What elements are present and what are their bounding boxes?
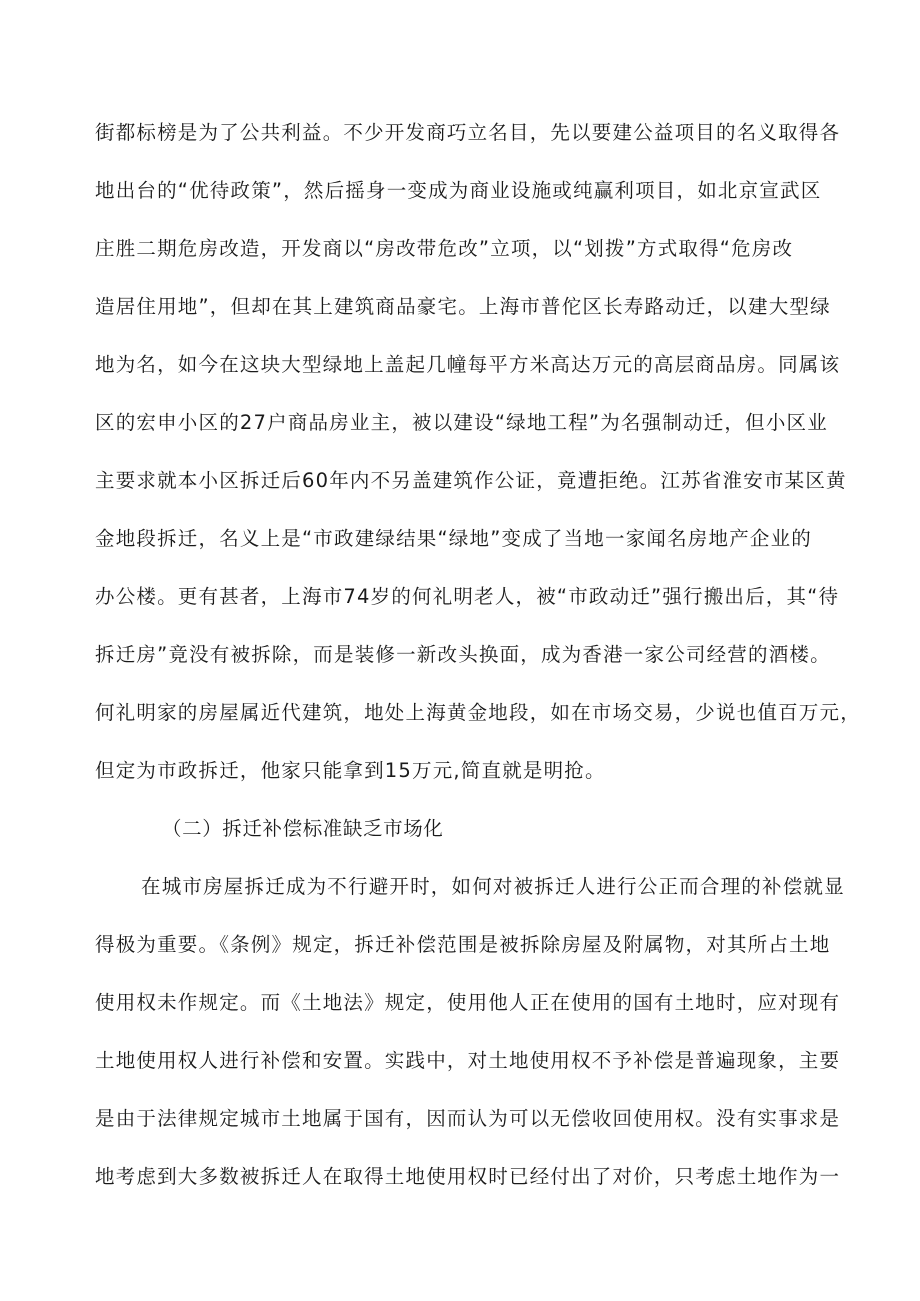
- paragraph-line: 地为名，如今在这块大型绿地上盖起几幢每平方米高达万元的高层商品房。同属该: [95, 353, 841, 376]
- paragraph-line: 是由于法律规定城市土地属于国有，因而认为可以无偿收回使用权。没有实事求是: [95, 1107, 841, 1130]
- paragraph-line: 土地使用权人进行补偿和安置。实践中，对土地使用权不予补偿是普遍现象，主要: [95, 1049, 841, 1072]
- paragraph-line: 拆迁房”竟没有被拆除，而是装修一新改头换面，成为香港一家公司经营的酒楼。: [95, 643, 831, 666]
- paragraph-line: 庄胜二期危房改造，开发商以“房改带危改”立项，以“划拨”方式取得“危房改: [95, 237, 794, 260]
- paragraph-line: 在城市房屋拆迁成为不行避开时，如何对被拆迁人进行公正而合理的补偿就显: [141, 875, 845, 898]
- paragraph-line: 但定为市政拆迁，他家只能拿到15万元,简直就是明抢。: [95, 759, 606, 782]
- paragraph-line: 地出台的“优待政策”，然后摇身一变成为商业设施或纯赢利项目，如北京宣武区: [95, 179, 822, 202]
- paragraph-line: 地考虑到大多数被拆迁人在取得土地使用权时已经付出了对价，只考虑土地作为一: [95, 1165, 841, 1188]
- paragraph-line: 金地段拆迁，名义上是“市政建绿结果“绿地”变成了当地一家闻名房地产企业的: [95, 527, 813, 550]
- paragraph-line: 何礼明家的房屋属近代建筑，地处上海黄金地段，如在市场交易，少说也值百万元，: [95, 701, 861, 724]
- paragraph-line: 主要求就本小区拆迁后60年内不另盖建筑作公证，竟遭拒绝。江苏省淮安市某区黄: [95, 469, 847, 492]
- paragraph-line: 区的宏申小区的27户商品房业主，被以建设“绿地工程”为名强制动迁，但小区业: [95, 411, 828, 434]
- paragraph-line: 使用权未作规定。而《土地法》规定，使用他人正在使用的国有土地时，应对现有: [95, 991, 841, 1014]
- paragraph-line: 街都标榜是为了公共利益。不少开发商巧立名目，先以要建公益项目的名义取得各: [95, 121, 841, 144]
- paragraph-line: 造居住用地”，但却在其上建筑商品豪宅。上海市普佗区长寿路动迁，以建大型绿: [95, 295, 831, 318]
- paragraph-line: 办公楼。更有甚者，上海市74岁的何礼明老人，被“市政动迁”强行搬出后，其“待: [95, 585, 840, 608]
- paragraph-line: 得极为重要。《条例》规定，拆迁补偿范围是被拆除房屋及附属物，对其所占土地: [95, 933, 831, 956]
- section-heading: （二）拆迁补偿标准缺乏市场化: [162, 817, 444, 840]
